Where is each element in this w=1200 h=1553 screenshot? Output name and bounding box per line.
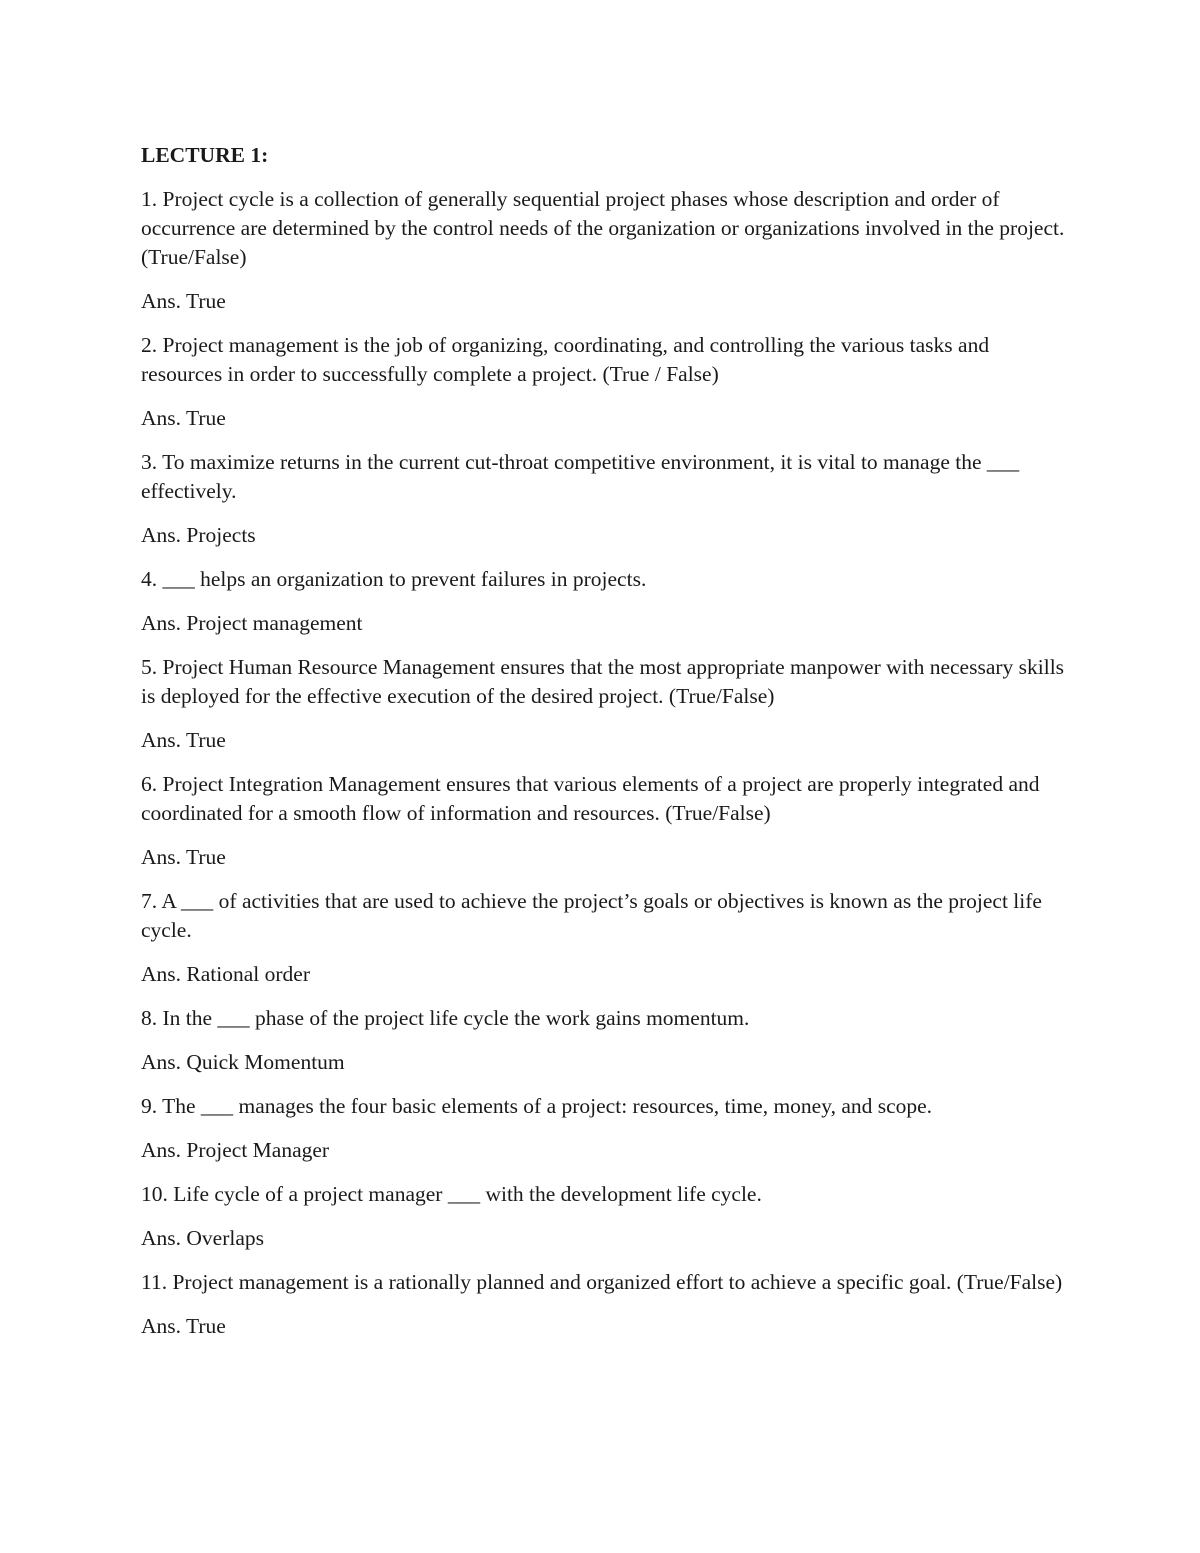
question-item (141, 1004, 1071, 1077)
question-text: 2. Project management is the job of organizing, coordinating, and controlling the various tasks and resources in order to successfully complete a project. (True / False) (141, 333, 990, 386)
question-text: 10. Life cycle of a project manager ___ with the development life cycle. (141, 1182, 762, 1206)
answer-text: Ans. True (141, 845, 226, 869)
answer-text: Ans. Projects (141, 523, 256, 547)
answer-text: Ans. True (141, 289, 226, 313)
question-text: 1. Project cycle is a collection of generally sequential project phases whose description and order of occurrence are determined by the control needs of the organization or organizations involved in the project. (True/False) (141, 187, 1065, 269)
answer-text: Ans. Quick Momentum (141, 1050, 345, 1074)
question-item (141, 565, 1071, 638)
question-text: 7. A ___ of activities that are used to achieve the project’s goals or objectives is known as the project life cycle. (141, 889, 1042, 942)
question-item (141, 448, 1071, 550)
question-item (141, 185, 1071, 316)
answer-text: Ans. True (141, 406, 226, 430)
lecture-title: LECTURE 1: (141, 143, 269, 167)
question-text: 4. ___ helps an organization to prevent failures in projects. (141, 567, 647, 591)
question-item (141, 887, 1071, 989)
question-text: 11. Project management is a rationally planned and organized effort to achieve a specific goal. (True/False) (141, 1270, 1063, 1294)
answer-text: Ans. Overlaps (141, 1226, 265, 1250)
question-item (141, 331, 1071, 433)
question-item (141, 1092, 1071, 1165)
question-item (141, 1180, 1071, 1253)
answer-text: Ans. Project Manager (141, 1138, 330, 1162)
question-item (141, 770, 1071, 872)
question-text: 8. In the ___ phase of the project life cycle the work gains momentum. (141, 1006, 750, 1030)
question-item (141, 653, 1071, 755)
answer-text: Ans. True (141, 1314, 226, 1338)
document-content (141, 141, 1071, 1356)
question-text: 3. To maximize returns in the current cut-throat competitive environment, it is vital to manage the ___ effectively. (141, 450, 1020, 503)
answer-text: Ans. Rational order (141, 962, 310, 986)
answer-text: Ans. Project management (141, 611, 363, 635)
question-text: 6. Project Integration Management ensures that various elements of a project are properly integrated and coordinated for a smooth flow of information and resources. (True/False) (141, 772, 1040, 825)
answer-text: Ans. True (141, 728, 226, 752)
question-text: 5. Project Human Resource Management ensures that the most appropriate manpower with necessary skills is deployed for the effective execution of the desired project. (True/False) (141, 655, 1065, 708)
question-text: 9. The ___ manages the four basic elements of a project: resources, time, money, and scope. (141, 1094, 933, 1118)
question-item (141, 1268, 1071, 1341)
